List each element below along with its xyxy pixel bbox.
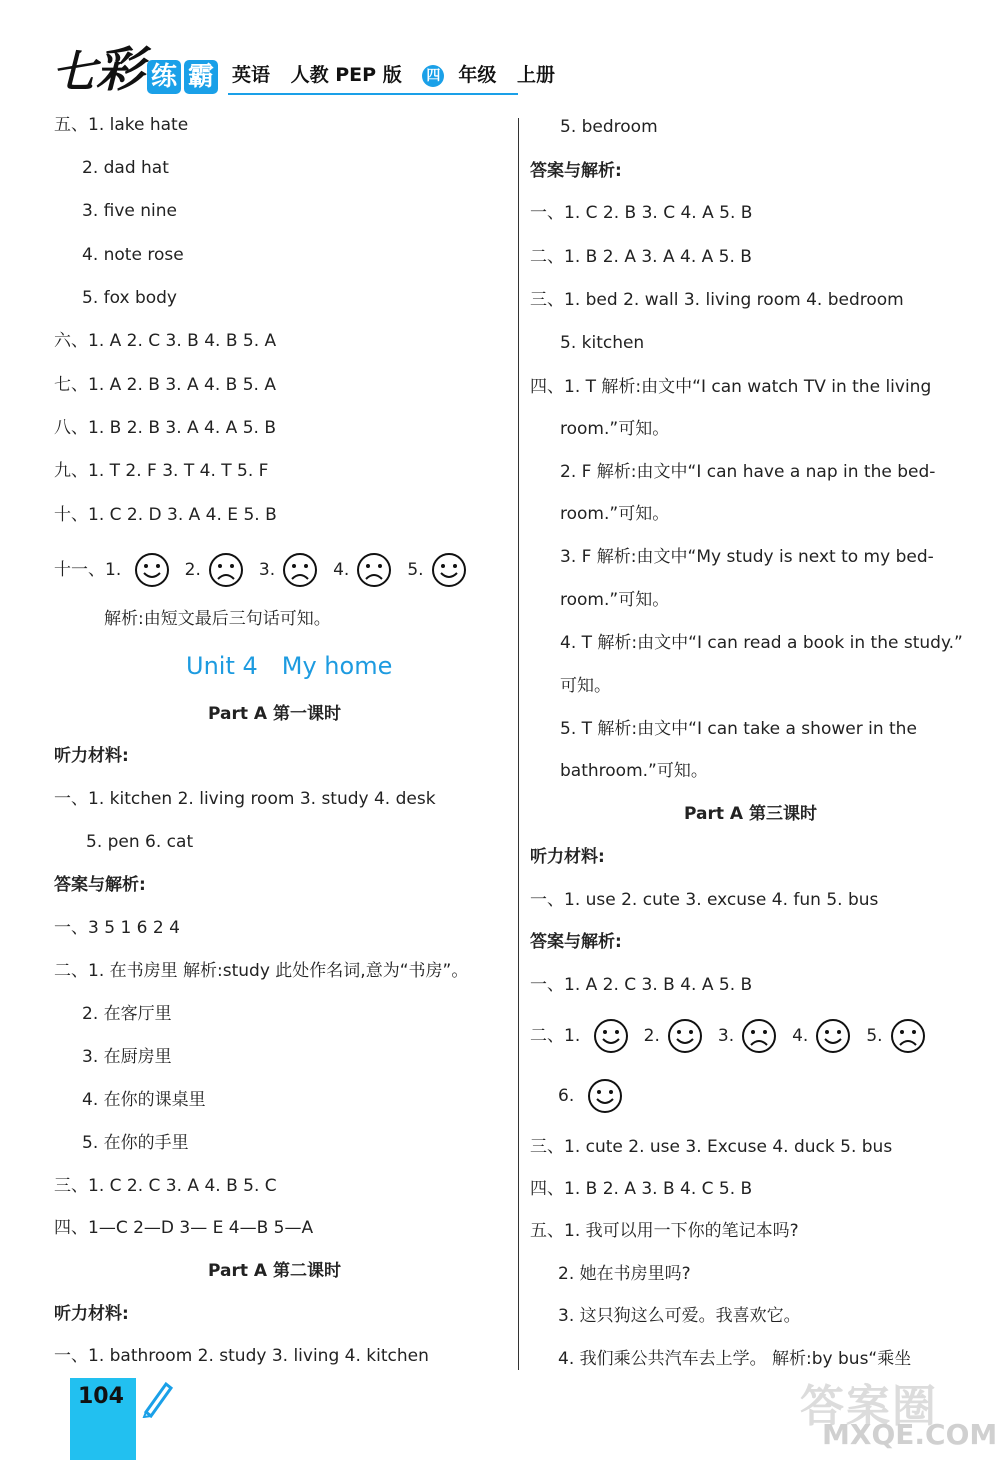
answer-line: 5. T 解析:由文中“I can take a shower in the (560, 719, 917, 739)
unit-number: Unit 4 (186, 652, 258, 680)
logo-box-2: 霸 (184, 60, 218, 94)
face-row-prefix: 十一、1. (54, 560, 122, 580)
logo-box-1: 练 (147, 60, 181, 94)
answer-line: 5. kitchen (560, 333, 645, 353)
section-heading: Part A 第一课时 (208, 704, 341, 724)
face-number: 4. (792, 1026, 809, 1046)
answer-line: 可知。 (560, 676, 611, 696)
section-label: 听力材料: (54, 746, 129, 766)
face-number: 4. (333, 560, 350, 580)
answer-line: 一、1. A 2. C 3. B 4. A 5. B (530, 975, 753, 995)
happy-face-icon (666, 1017, 704, 1055)
pencil-icon (140, 1378, 176, 1418)
answer-line: 5. 在你的手里 (82, 1133, 189, 1153)
answer-line: bathroom.”可知。 (560, 761, 708, 781)
answer-line: 5. bedroom (560, 117, 658, 137)
answer-line: 一、1. kitchen 2. living room 3. study 4. desk (54, 789, 436, 809)
answer-line: 2. dad hat (82, 158, 169, 178)
face-number: 2. (643, 1026, 660, 1046)
sad-face-icon (740, 1017, 778, 1055)
face-number: 5. (866, 1026, 883, 1046)
answer-line: 3. five nine (82, 201, 177, 221)
answer-line: 5. pen 6. cat (86, 832, 194, 852)
happy-face-icon (592, 1017, 630, 1055)
section-label: 答案与解析: (530, 932, 622, 952)
face-number: 5. (407, 560, 424, 580)
happy-face-icon (814, 1017, 852, 1055)
grade: 年级 (458, 64, 497, 86)
answer-line: 三、1. bed 2. wall 3. living room 4. bedroom (530, 290, 904, 310)
book-subtitle (232, 60, 569, 87)
watermark-url: MXQE.COM (822, 1418, 998, 1451)
happy-face-icon (133, 551, 171, 589)
answer-line: 六、1. A 2. C 3. B 4. B 5. A (54, 331, 277, 351)
sad-face-icon (207, 551, 245, 589)
face-answer-row (54, 550, 482, 590)
answer-line: 八、1. B 2. B 3. A 4. A 5. B (54, 418, 276, 438)
answer-line: 九、1. T 2. F 3. T 4. T 5. F (54, 461, 269, 481)
answer-line: 三、1. cute 2. use 3. Excuse 4. duck 5. bus (530, 1137, 893, 1157)
answer-line: 2. 在客厅里 (82, 1004, 172, 1024)
happy-face-icon (430, 551, 468, 589)
subject: 英语 (232, 64, 271, 86)
happy-face-icon (586, 1077, 624, 1115)
answer-line: 2. 她在书房里吗? (558, 1264, 691, 1284)
answer-line: 一、1. C 2. B 3. C 4. A 5. B (530, 203, 753, 223)
answer-line: 一、3 5 1 6 2 4 (54, 918, 180, 938)
answer-line: room.”可知。 (560, 419, 670, 439)
header-rule (228, 93, 518, 95)
face-number: 3. (717, 1026, 735, 1046)
answer-line: room.”可知。 (560, 590, 670, 610)
column-divider (518, 118, 519, 1370)
section-heading: Part A 第三课时 (684, 804, 817, 824)
face-answer-row (530, 1016, 941, 1056)
answer-line: 五、1. lake hate (54, 115, 189, 135)
sad-face-icon (889, 1017, 927, 1055)
grade-circle-icon: 四 (422, 65, 444, 87)
face-answer-row (558, 1076, 638, 1116)
answer-line: 十、1. C 2. D 3. A 4. E 5. B (54, 505, 277, 525)
face-number: 2. (184, 560, 201, 580)
answer-line: 3. 在厨房里 (82, 1047, 172, 1067)
page-header (0, 0, 1000, 110)
answer-line: 五、1. 我可以用一下你的笔记本吗? (530, 1221, 799, 1241)
answer-line: 解析:由短文最后三句话可知。 (104, 609, 331, 629)
answer-line: 二、1. B 2. A 3. A 4. A 5. B (530, 247, 752, 267)
answer-line: 一、1. bathroom 2. study 3. living 4. kitchen (54, 1346, 429, 1366)
brand-logo (52, 40, 218, 100)
unit-title (186, 652, 416, 680)
answer-line: 4. note rose (82, 245, 184, 265)
face-number: 6. (558, 1086, 575, 1106)
answer-line: 三、1. C 2. C 3. A 4. B 5. C (54, 1176, 277, 1196)
face-row-prefix: 二、1. (530, 1026, 581, 1046)
answer-line: 2. F 解析:由文中“I can have a nap in the bed- (560, 462, 936, 482)
answer-line: 七、1. A 2. B 3. A 4. B 5. A (54, 375, 276, 395)
page-number: 104 (78, 1384, 124, 1409)
answer-line: 4. 我们乘公共汽车去上学。 解析:by bus“乘坐 (558, 1349, 912, 1369)
logo-char-2: 彩 (96, 42, 145, 98)
section-label: 答案与解析: (530, 161, 622, 181)
face-number: 3. (258, 560, 276, 580)
answer-line: 二、1. 在书房里 解析:study 此处作名词,意为“书房”。 (54, 961, 469, 981)
section-label: 听力材料: (530, 847, 605, 867)
section-label: 答案与解析: (54, 875, 146, 895)
volume: 上册 (516, 64, 555, 86)
logo-char-1: 七 (52, 47, 94, 98)
answer-line: 4. T 解析:由文中“I can read a book in the study.” (560, 633, 963, 653)
answer-line: 一、1. use 2. cute 3. excuse 4. fun 5. bus (530, 890, 879, 910)
answer-line: 3. 这只狗这么可爱。我喜欢它。 (558, 1306, 801, 1326)
sad-face-icon (281, 551, 319, 589)
answer-line: 四、1. B 2. A 3. B 4. C 5. B (530, 1179, 753, 1199)
answer-line: 3. F 解析:由文中“My study is next to my bed- (560, 547, 934, 567)
answer-line: 4. 在你的课桌里 (82, 1090, 206, 1110)
unit-name: My home (281, 652, 393, 680)
watermark: 答案圈 (800, 1381, 938, 1432)
answer-line: 四、1. T 解析:由文中“I can watch TV in the living (530, 377, 932, 397)
edition: 人教 PEP 版 (290, 64, 402, 86)
section-label: 听力材料: (54, 1304, 129, 1324)
sad-face-icon (355, 551, 393, 589)
answer-line: room.”可知。 (560, 504, 670, 524)
section-heading: Part A 第二课时 (208, 1261, 341, 1281)
answer-line: 四、1—C 2—D 3— E 4—B 5—A (54, 1218, 314, 1238)
answer-line: 5. fox body (82, 288, 177, 308)
